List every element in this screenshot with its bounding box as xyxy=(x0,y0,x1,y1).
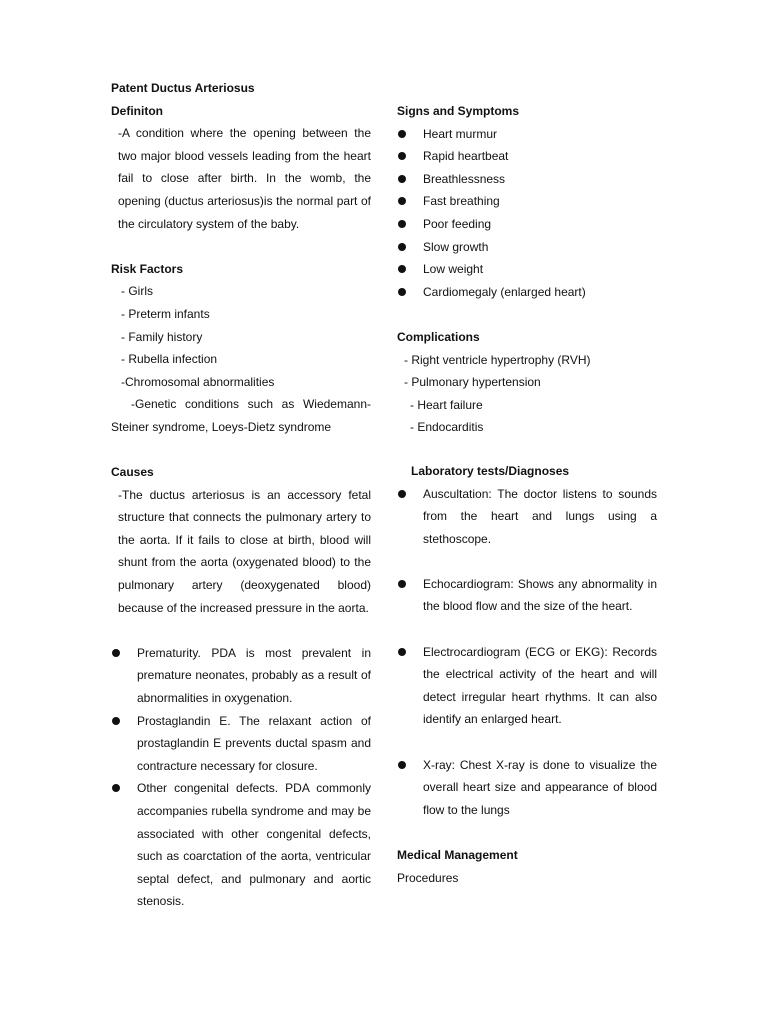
list-spacer xyxy=(397,550,657,573)
complication-item: - Heart failure xyxy=(410,397,483,412)
list-item: Echocardiogram: Shows any abnormality in the blood flow and the size of the heart. xyxy=(397,573,657,618)
list-item: Electrocardiogram (ECG or EKG): Records the electrical activity of the heart and will detect irregular heart rhythms. It can also identify an enlarged heart. xyxy=(397,641,657,731)
causes-heading: Causes xyxy=(111,465,154,480)
complication-item: - Endocarditis xyxy=(410,420,484,435)
list-item: Fast breathing xyxy=(397,190,657,213)
definition-heading: Definiton xyxy=(111,103,163,118)
causes-list xyxy=(111,642,371,913)
list-item: Breathlessness xyxy=(397,168,657,191)
list-item: Cardiomegaly (enlarged heart) xyxy=(397,281,657,304)
definition-text: -A condition where the opening between the two major blood vessels leading from the heart fail to close after birth. In the womb, the opening (ductus arteriosus)is the normal part of the circulatory system of the baby. xyxy=(118,126,371,231)
lab-list xyxy=(397,483,657,822)
list-spacer xyxy=(397,618,657,641)
complication-item: - Pulmonary hypertension xyxy=(404,375,541,390)
list-item: Heart murmur xyxy=(397,123,657,146)
list-item: Prostaglandin E. The relaxant action of prostaglandin E prevents ductal spasm and contracture necessary for closure. xyxy=(111,710,371,778)
right-column xyxy=(397,100,657,889)
list-item: X-ray: Chest X-ray is done to visualize the overall heart size and appearance of blood flow to the lungs xyxy=(397,754,657,822)
lab-heading: Laboratory tests/Diagnoses xyxy=(411,463,570,478)
risk-factor-item: - Rubella infection xyxy=(121,352,218,367)
list-item: Poor feeding xyxy=(397,213,657,236)
risk-factor-item: -Chromosomal abnormalities xyxy=(121,374,275,389)
risk-factor-genetic: -Genetic conditions such as Wiedemann-Steiner syndrome, Loeys-Dietz syndrome xyxy=(111,397,371,434)
list-item: Prematurity. PDA is most prevalent in premature neonates, probably as a result of abnormalities in oxygenation. xyxy=(111,642,371,710)
management-sub: Procedures xyxy=(397,870,459,885)
signs-list xyxy=(397,123,657,304)
causes-text: -The ductus arteriosus is an accessory fetal structure that connects the pulmonary artery to the aorta. If it fails to close at birth, blood will shunt from the aorta (oxygenated blood) to the pulmonary artery (deoxygenated blood) because of the increased pressure in the aorta. xyxy=(118,487,371,615)
left-column xyxy=(111,77,371,913)
risk-factor-item: - Preterm infants xyxy=(121,306,210,321)
signs-heading: Signs and Symptoms xyxy=(397,104,520,118)
list-item: Slow growth xyxy=(397,236,657,259)
list-item: Other congenital defects. PDA commonly accompanies rubella syndrome and may be associated with other congenital defects, such as coarctation of the aorta, ventricular septal defect, and pulmonary and aortic stenosis. xyxy=(111,777,371,913)
list-item: Rapid heartbeat xyxy=(397,145,657,168)
list-item: Auscultation: The doctor listens to sounds from the heart and lungs using a stethoscope. xyxy=(397,483,657,551)
management-heading: Medical Management xyxy=(397,848,518,862)
list-item: Low weight xyxy=(397,258,657,281)
document-title: Patent Ductus Arteriosus xyxy=(111,81,255,95)
risk-factor-item: - Family history xyxy=(121,329,203,344)
complication-item: - Right ventricle hypertrophy (RVH) xyxy=(404,352,591,367)
complications-heading: Complications xyxy=(397,329,480,344)
risk-factors-heading: Risk Factors xyxy=(111,261,184,276)
risk-factor-item: - Girls xyxy=(121,284,153,299)
list-spacer xyxy=(397,731,657,754)
